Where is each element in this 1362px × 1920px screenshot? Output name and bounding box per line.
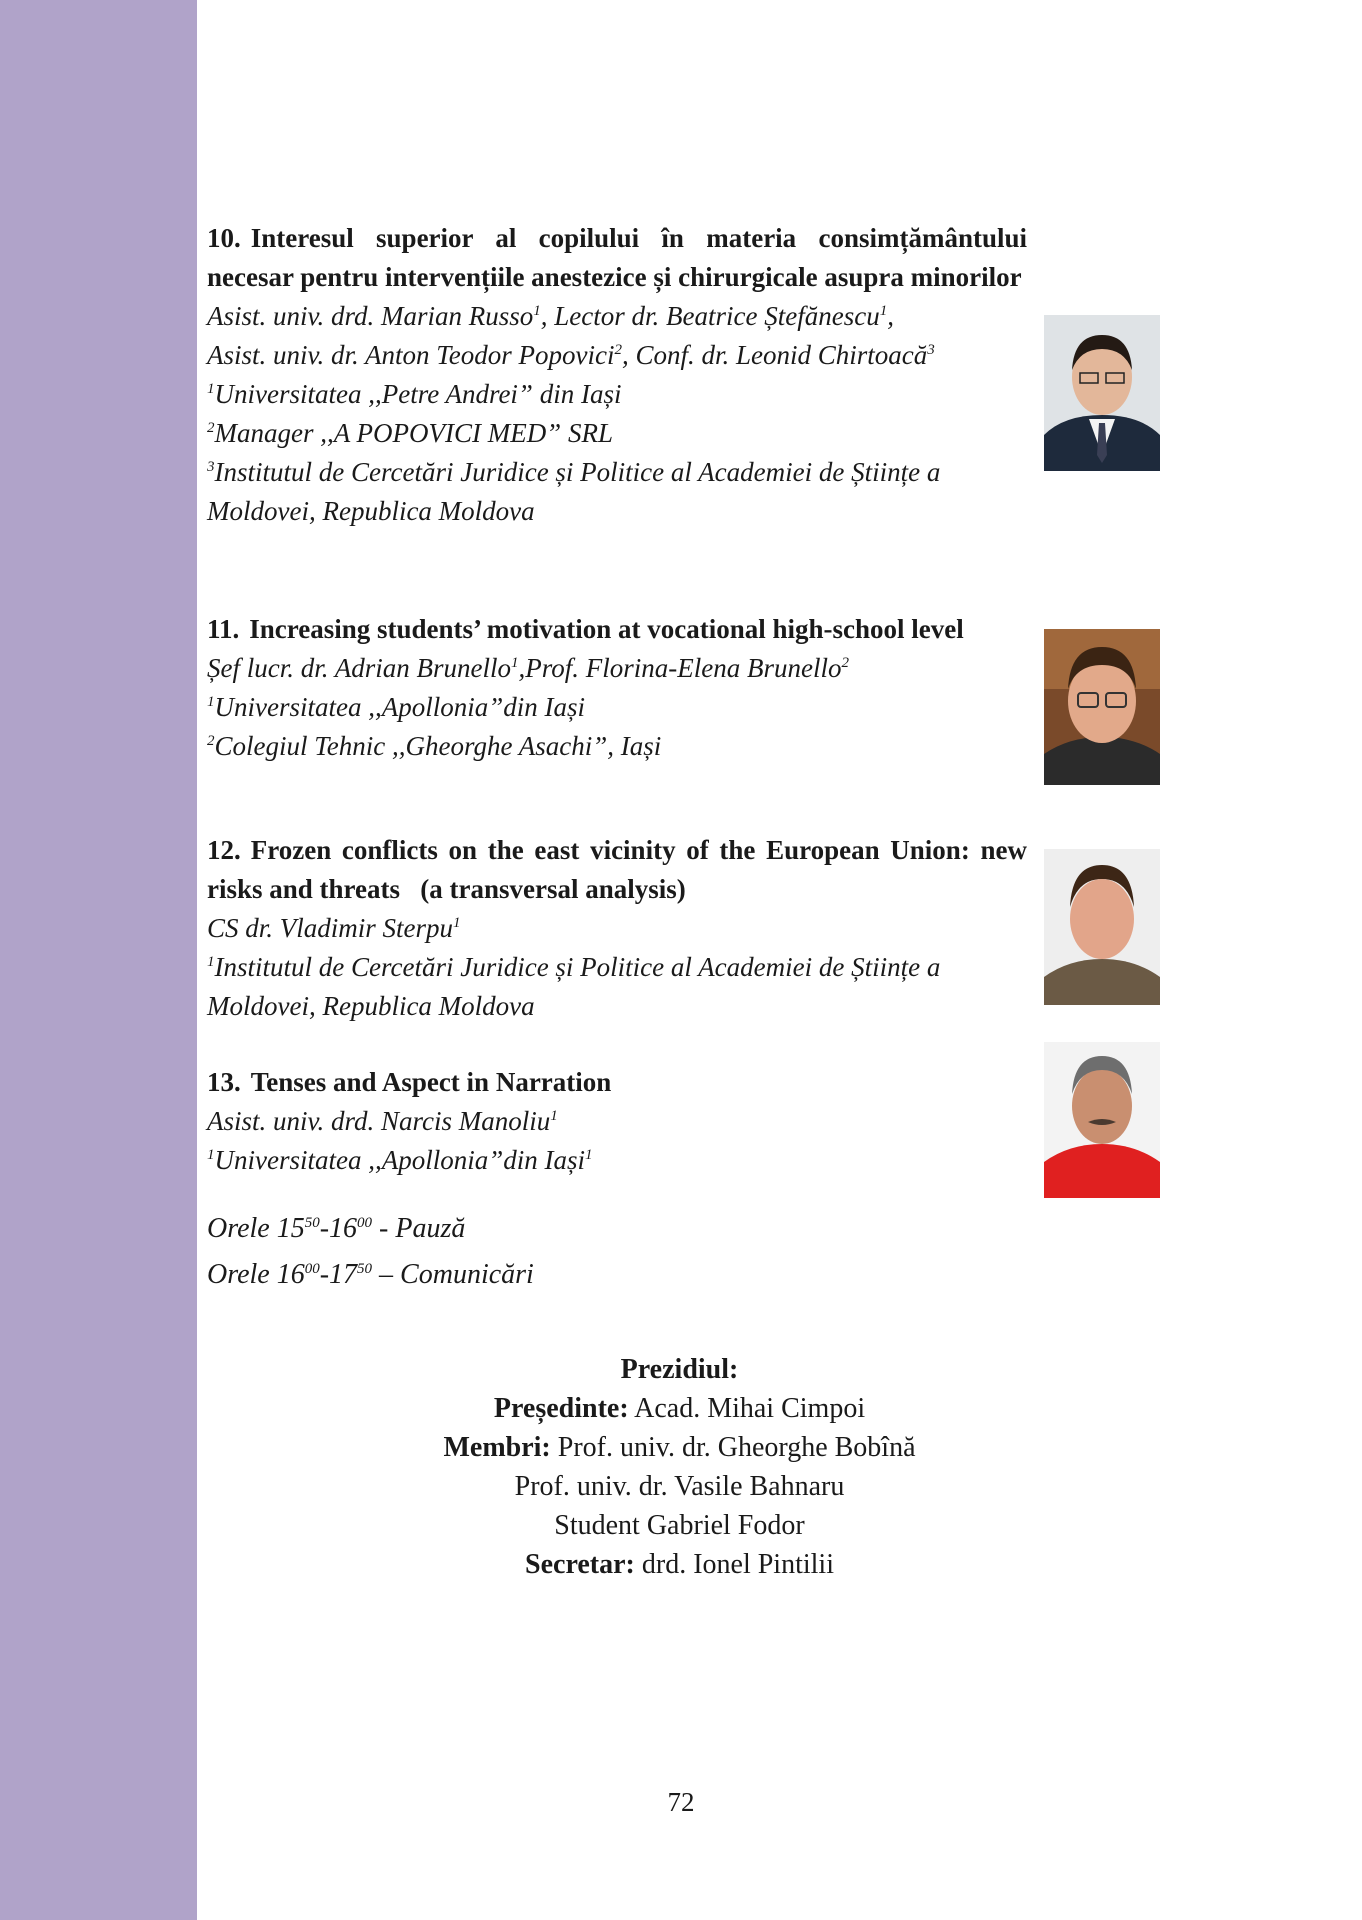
affiliation: $^1$Universitatea ,,Apollonia”din Iași — [207, 692, 585, 722]
portrait-image — [1044, 1042, 1160, 1198]
entry-number: 10. — [207, 223, 241, 253]
affiliation: $^1$Universitatea ,,Petre Andrei” din Iași — [207, 379, 622, 409]
entry-authors: Asist. univ. drd. Narcis Manoliu$^1$ — [207, 1106, 558, 1136]
page-number: 72 — [667, 1787, 695, 1817]
entry-10 — [207, 219, 1027, 531]
entry-11 — [207, 610, 1027, 766]
presidium-president: Președinte: Acad. Mihai Cimpoi — [493, 1393, 866, 1424]
affiliation: $^1$Institutul de Cercetări Juridice și Politice al Academiei de Științe a Moldovei, Republica Moldova — [207, 952, 941, 1021]
entry-title — [207, 831, 1034, 909]
presidium — [207, 1350, 1152, 1584]
entry-title-text: Interesul superior al copilului în materia consimțământului necesar pentru intervențiile anestezice și chirurgicale asupra minorilor — [207, 223, 1027, 292]
portrait-image — [1044, 849, 1160, 1005]
entry-title — [207, 219, 1027, 297]
author-photo — [1044, 1042, 1160, 1198]
entry-title-text: Tenses and Aspect in Narration — [250, 1067, 612, 1097]
entry-title — [207, 1063, 1027, 1102]
entry-title-text: Increasing students’ motivation at vocational high-school level — [249, 614, 964, 644]
entry-title-text: Frozen conflicts on the east vicinity of the European Union: new risks and threats (a transversal analysis) — [207, 835, 1034, 904]
presidium-members: Membri: Prof. univ. dr. Gheorghe Bobînă — [443, 1432, 916, 1463]
entry-13 — [207, 1063, 1027, 1180]
portrait-image — [1044, 315, 1160, 471]
affiliation: $^2$Manager ,,A POPOVICI MED” SRL — [207, 418, 613, 448]
entry-number: 11. — [207, 614, 240, 644]
entry-authors: Asist. univ. dr. Anton Teodor Popovici$^2$, Conf. dr. Leonid Chirtoacă$^3$ — [207, 340, 935, 370]
entry-authors: CS dr. Vladimir Sterpu$^1$ — [207, 913, 461, 943]
schedule-break: Orele $15^{50}-16^{00}$ - Pauză — [207, 1213, 466, 1244]
author-photo — [1044, 315, 1160, 471]
portrait-image — [1044, 629, 1160, 785]
presidium-member: Student Gabriel Fodor — [554, 1510, 805, 1541]
affiliation: $^1$Universitatea ,,Apollonia”din Iași$^1$ — [207, 1145, 593, 1175]
presidium-heading: Prezidiul: — [620, 1354, 739, 1385]
author-photo — [1044, 629, 1160, 785]
entry-number: 13. — [207, 1067, 241, 1097]
presidium-member: Prof. univ. dr. Vasile Bahnaru — [514, 1471, 845, 1502]
author-photo — [1044, 849, 1160, 1005]
entry-authors: Șef lucr. dr. Adrian Brunello$^1$,Prof. Florina-Elena Brunello$^2$ — [207, 653, 849, 683]
decorative-sidebar — [0, 0, 197, 1920]
entry-authors: Asist. univ. drd. Marian Russo$^1$, Lector dr. Beatrice Ștefănescu$^1$, — [207, 301, 894, 331]
entry-number: 12. — [207, 835, 241, 865]
entry-title — [207, 610, 1027, 649]
presidium-secretary: Secretar: drd. Ionel Pintilii — [525, 1549, 834, 1580]
schedule-talks: Orele $16^{00}-17^{50}$ – Comunicări — [207, 1259, 534, 1290]
affiliation: $^3$Institutul de Cercetări Juridice și Politice al Academiei de Științe a Moldovei, Republica Moldova — [207, 457, 941, 526]
entry-12 — [207, 831, 1034, 1026]
affiliation: $^2$Colegiul Tehnic ,,Gheorghe Asachi”, Iași — [207, 731, 662, 761]
